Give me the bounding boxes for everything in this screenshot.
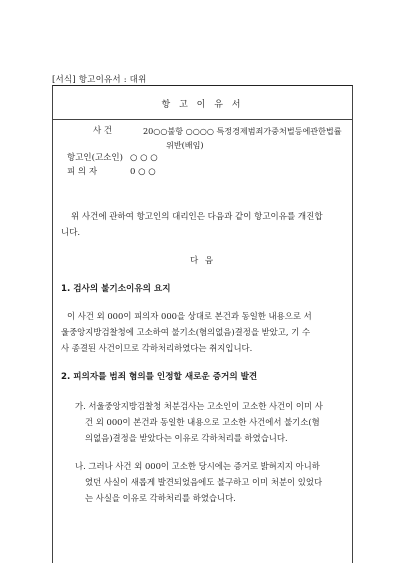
suspect-field bbox=[67, 166, 267, 180]
intro-line-2: 니다. bbox=[61, 228, 81, 238]
appellant-value: ○ ○ ○ bbox=[130, 153, 158, 163]
section-2-heading: 2. 피의자를 범죄 혐의를 인정할 새로운 증거의 발견 bbox=[61, 372, 258, 382]
section-1-line: 사 종결된 사건이므로 각하처리하였다는 취지입니다. bbox=[61, 343, 253, 353]
suspect-label: 피 의 자 bbox=[67, 167, 98, 177]
intro-line-1: 위 사건에 관하여 항고인의 대리인은 다음과 같이 항고이유를 개진합 bbox=[71, 212, 323, 222]
center-label: 다 음 bbox=[189, 256, 216, 266]
appellant-field bbox=[67, 152, 267, 166]
title-divider bbox=[53, 119, 352, 120]
section-2-item-a-line: 가. 서울중앙지방검찰청 처분검사는 고소인이 고소한 사건이 이미 사 bbox=[75, 401, 323, 411]
section-2-item-b-line: 나. 그러나 사건 외 000이 고소한 당시에는 증거로 밝혀지지 아니하 bbox=[75, 461, 320, 471]
case-value: 20○○불항 ○○○○ 특정경제범죄가중처벌등에관한법률 bbox=[143, 126, 342, 136]
document-title: 항 고 이 유 서 bbox=[161, 100, 244, 110]
form-label: [서식] 항고이유서 : 대위 bbox=[52, 75, 147, 85]
case-label: 사 건 bbox=[93, 126, 113, 136]
section-1-line: 울중앙지방검찰청에 고소하여 불기소(혐의없음)결정을 받았고, 기 수 bbox=[61, 327, 311, 337]
document-frame bbox=[52, 85, 353, 563]
section-1-line: 이 사건 외 000이 피의자 000을 상대로 본건과 동일한 내용으로 서 bbox=[67, 311, 312, 321]
appellant-label: 항고인(고소인) bbox=[67, 153, 123, 163]
section-2-item-a-line: 건 외 000이 본건과 동일한 내용으로 고소한 사건에서 불기소(혐 bbox=[85, 417, 320, 427]
section-2-item-b-line: 는 사실을 이유로 각하처리를 하였습니다. bbox=[85, 493, 236, 503]
section-2-item-b-line: 였던 사실이 새롭게 발견되었음에도 불구하고 이미 처분이 있었다 bbox=[85, 477, 323, 487]
suspect-value: 0 ○ ○ bbox=[130, 167, 156, 177]
section-2-item-a-line: 의없음)결정을 받았다는 이유로 각하처리를 하였습니다. bbox=[85, 433, 288, 443]
case-field bbox=[93, 125, 348, 151]
section-1-heading: 1. 검사의 불기소이유의 요지 bbox=[61, 284, 171, 294]
case-value-continued: 위반(배임) bbox=[166, 140, 204, 150]
